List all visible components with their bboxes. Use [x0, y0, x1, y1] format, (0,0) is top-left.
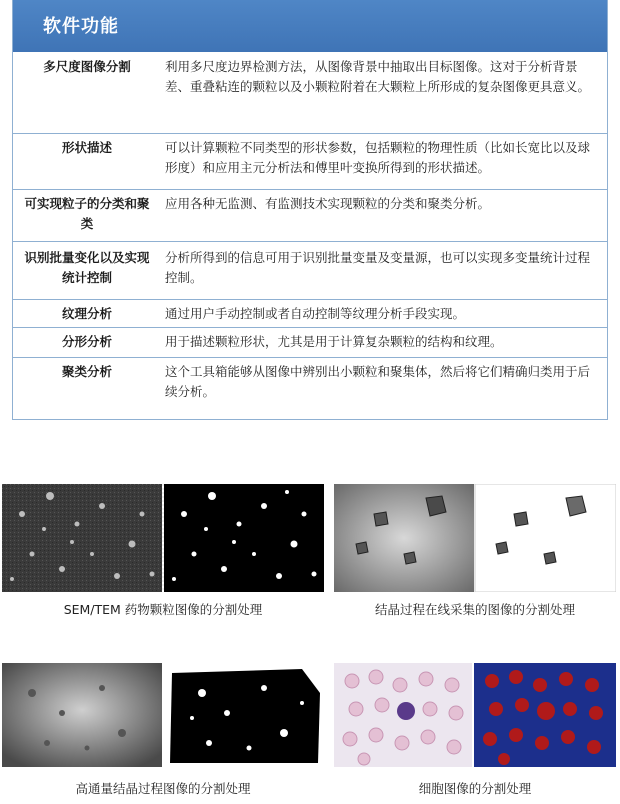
- feature-name: 聚类分析: [61, 364, 112, 379]
- feature-description: 可以计算颗粒不同类型的形状参数，包括颗粒的物理性质（比如长宽比以及球形度）和应用主元分析法和傅里叶变换所得到的形状描述。: [165, 140, 591, 175]
- figure-high-throughput: [2, 663, 324, 767]
- feature-row: [13, 242, 607, 300]
- feature-name: 多尺度图像分割: [43, 59, 131, 74]
- figure-cells: [334, 663, 616, 767]
- feature-name: 可实现粒子的分类和聚类: [24, 196, 150, 231]
- feature-name: 分形分析: [61, 334, 112, 349]
- feature-row: [13, 190, 607, 242]
- feature-name: 纹理分析: [61, 306, 112, 321]
- feature-description: 利用多尺度边界检测方法，从图像背景中抽取出目标图像。这对于分析背景差、重叠粘连的颗粒以及小颗粒附着在大颗粒上所形成的复杂图像更具意义。: [165, 59, 591, 94]
- figure-crystallization-online: [334, 484, 616, 592]
- feature-description: 通过用户手动控制或者自动控制等纹理分析手段实现。: [165, 306, 466, 321]
- feature-name: 识别批量变化以及实现统计控制: [24, 250, 150, 285]
- feature-row: [13, 328, 607, 358]
- crystallization-segmentation-image: [334, 484, 616, 592]
- feature-row: [13, 52, 607, 134]
- feature-row: [13, 300, 607, 328]
- high-throughput-segmentation-image: [2, 663, 324, 767]
- feature-description: 这个工具箱能够从图像中辨别出小颗粒和聚集体，然后将它们精确归类用于后续分析。: [165, 364, 591, 399]
- feature-description: 分析所得到的信息可用于识别批量变量及变量源，也可以实现多变量统计过程控制。: [165, 250, 591, 285]
- feature-description: 用于描述颗粒形状，尤其是用于计算复杂颗粒的结构和纹理。: [165, 334, 503, 349]
- figure-caption: 高通量结晶过程图像的分割处理: [75, 781, 251, 796]
- figure-caption: 结晶过程在线采集的图像的分割处理: [374, 602, 575, 617]
- figure-caption: SEM/TEM 药物颗粒图像的分割处理: [63, 602, 263, 617]
- feature-row: [13, 358, 607, 418]
- feature-description: 应用各种无监测、有监测技术实现颗粒的分类和聚类分析。: [165, 196, 491, 211]
- software-features-panel: [12, 0, 608, 420]
- feature-row: [13, 134, 607, 190]
- figure-sem-tem: [2, 484, 324, 592]
- section-header: [13, 0, 607, 52]
- sem-tem-segmentation-image: [2, 484, 324, 592]
- cell-segmentation-image: [334, 663, 616, 767]
- feature-name: 形状描述: [61, 140, 112, 155]
- features-table: [13, 52, 607, 418]
- section-title: 软件功能: [43, 16, 119, 37]
- figure-caption: 细胞图像的分割处理: [418, 781, 532, 796]
